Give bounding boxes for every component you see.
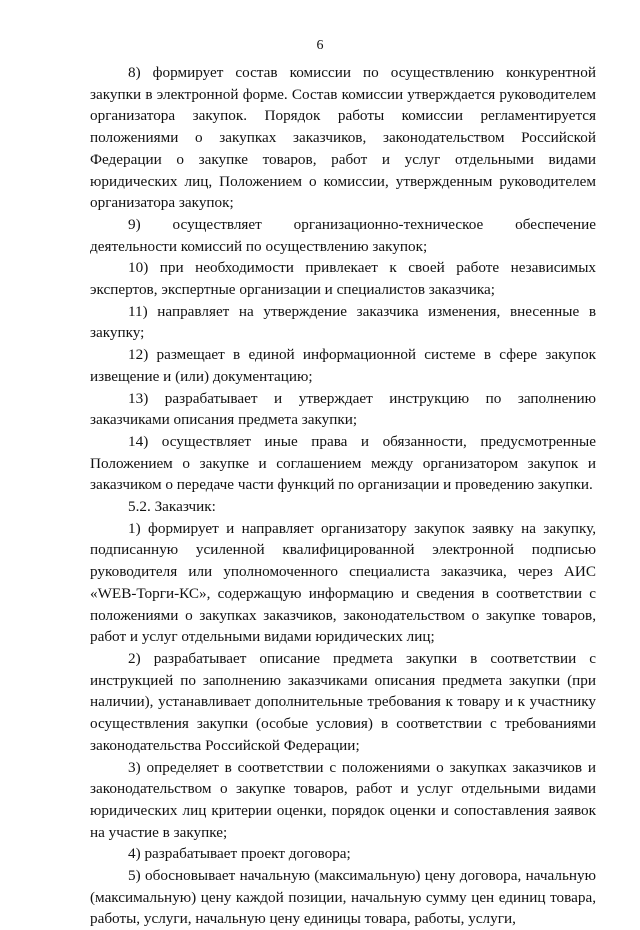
paragraph-item-14: 14) осуществляет иные права и обязанности, предусмотренные Положением о закупке и соглашением между организатором закупок и заказчиком о передаче части функций по организации и проведению закупки. bbox=[90, 432, 596, 494]
document-body bbox=[90, 62, 596, 930]
customer-item-3: 3) определяет в соответствии с положениями о закупках заказчиков и законодательством о закупке товаров, работ и услуг отдельными видами юридических лиц критерии оценки, порядок оценки и сопоставления заявок на участие в закупке; bbox=[90, 758, 596, 841]
paragraph-item-9: 9) осуществляет организационно-техническое обеспечение деятельности комиссий по осуществлению закупок; bbox=[90, 215, 596, 255]
paragraph-item-11: 11) направляет на утверждение заказчика изменения, внесенные в закупку; bbox=[90, 302, 596, 342]
customer-item-4: 4) разрабатывает проект договора; bbox=[128, 845, 351, 863]
customer-item-5: 5) обосновывает начальную (максимальную) цену договора, начальную (максимальную) цену каждой позиции, начальную сумму цен единиц товара, работы, услуги, начальную цену единицы товара, работы, услуги, bbox=[90, 867, 596, 928]
paragraph-item-12: 12) размещает в единой информационной системе в сфере закупок извещение и (или) документацию; bbox=[90, 346, 596, 385]
page-number: 6 bbox=[316, 38, 324, 53]
paragraph-item-13: 13) разрабатывает и утверждает инструкцию по заполнению заказчиками описания предмета закупки; bbox=[90, 389, 596, 429]
customer-item-2: 2) разрабатывает описание предмета закупки в соответствии с инструкцией по заполнению заказчиками описания предмета закупки (при наличии), устанавливает дополнительные требования к товару и к участнику осуществления закупки (особые условия) в соответствии с требованиями законодательства Российской Федерации; bbox=[90, 649, 596, 754]
paragraph-item-8: 8) формирует состав комиссии по осуществлению конкурентной закупки в электронной форме. Состав комиссии утверждается руководителем организатора закупок. Порядок работы комиссии регламентируется положениями о закупках заказчиков, законодательством Российской Федерации о закупке товаров, работ и услуг отдельными видами юридических лиц, Положением о комиссии, утвержденным руководителем организатора закупок; bbox=[90, 64, 596, 212]
section-heading-5-2: 5.2. Заказчик: bbox=[128, 498, 216, 516]
paragraph-item-10: 10) при необходимости привлекает к своей работе независимых экспертов, экспертные организации и специалистов заказчика; bbox=[90, 259, 596, 299]
customer-item-1: 1) формирует и направляет организатору закупок заявку на закупку, подписанную усиленной квалифицированной электронной подписью руководителя или уполномоченного специалиста заказчика, через АИС «WEB-Торги-КС», содержащую информацию и сведения в соответствии с положениями о закупках заказчиков, законодательством о закупке товаров, работ и услуг отдельными видами юридических лиц; bbox=[90, 519, 596, 646]
